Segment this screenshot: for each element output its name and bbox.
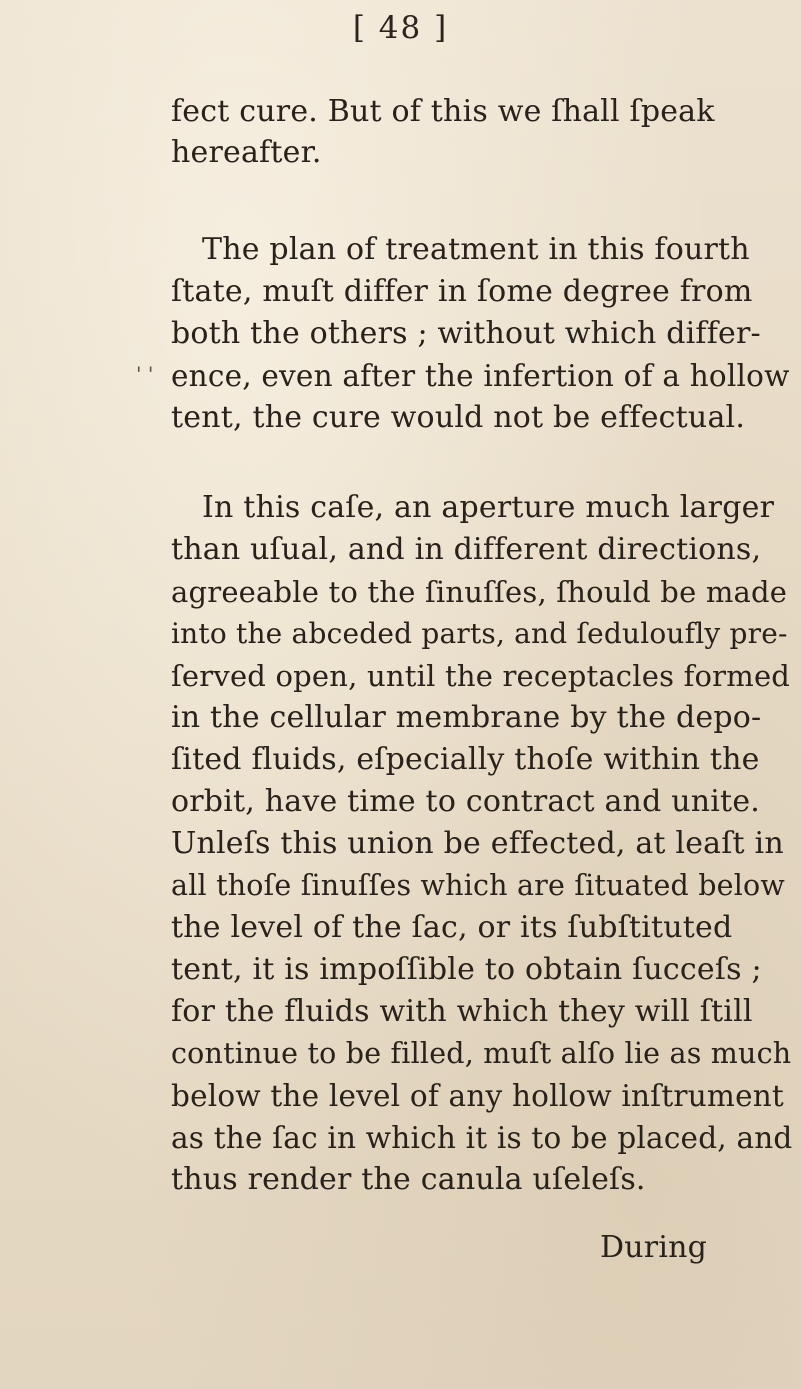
text-line: than uſual, and in different directions,: [171, 532, 762, 567]
text-line: tent, it is impoſſible to obtain ſucceſs ;: [171, 952, 762, 987]
page-number: [ 48 ]: [352, 10, 449, 46]
text-line: into the abceded parts, and ſeduloufly pre-: [171, 617, 788, 650]
text-line: for the fluids with which they will ſtill: [171, 994, 753, 1029]
text-line: continue to be filled, muſt alſo lie as much: [171, 1037, 792, 1070]
text-line: all thoſe ſinuſſes which are ſituated below: [171, 869, 785, 902]
text-line: hereafter.: [171, 135, 322, 170]
text-line: ſerved open, until the receptacles formed: [171, 659, 791, 693]
text-line: Unleſs this union be effected, at leaſt in: [171, 826, 784, 861]
text-line: ence, even after the infertion of a hollow: [171, 359, 790, 393]
text-line: below the level of any hollow inſtrument: [171, 1079, 784, 1113]
text-line: In this caſe, an aperture much larger: [202, 490, 775, 525]
text-line: fect cure. But of this we ſhall ſpeak: [171, 94, 715, 129]
text-line: agreeable to the ſinuſſes, ſhould be made: [171, 575, 788, 609]
text-line: ſtate, muſt differ in ſome degree from: [171, 274, 753, 309]
catchword: During: [600, 1230, 708, 1265]
text-line: in the cellular membrane by the depo-: [171, 700, 762, 735]
text-line: ſited fluids, eſpecially thoſe within the: [171, 742, 760, 777]
text-line: both the others ; without which differ-: [171, 316, 761, 351]
text-line: as the ſac in which it is to be placed, and: [171, 1121, 793, 1155]
margin-mark: ' ': [136, 362, 154, 386]
text-line: orbit, have time to contract and unite.: [171, 784, 761, 819]
text-line: tent, the cure would not be effectual.: [171, 400, 746, 435]
text-line: The plan of treatment in this fourth: [202, 232, 750, 267]
text-line: the level of the ſac, or its ſubſtituted: [171, 910, 733, 945]
text-line: thus render the canula uſeleſs.: [171, 1162, 646, 1197]
